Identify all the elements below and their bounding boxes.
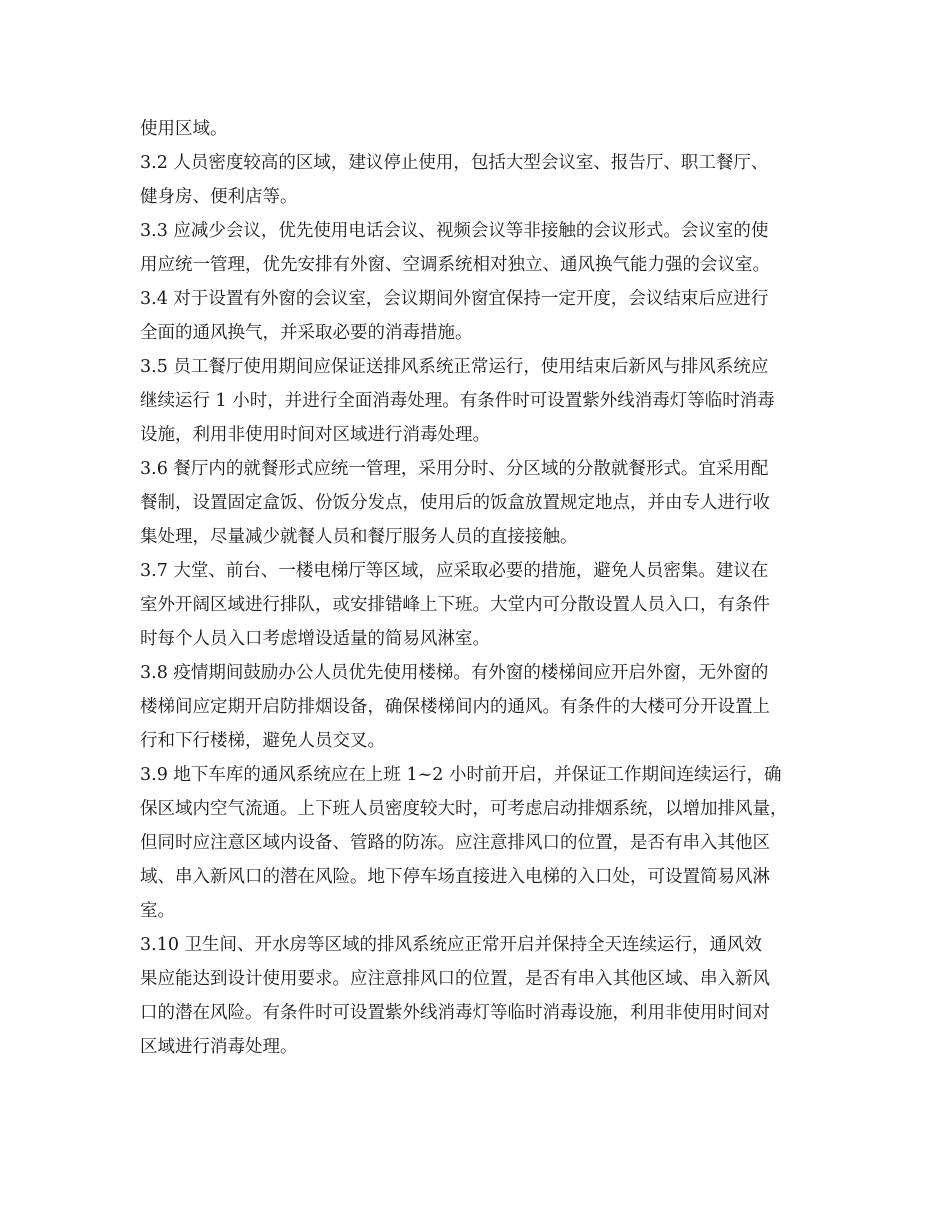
text-line: 行和下行楼梯，避免人员交叉。 (140, 731, 385, 751)
text-line: 餐制，设置固定盒饭、份饭分发点，使用后的饭盒放置规定地点，并由专人进行收 (140, 493, 770, 513)
text-line: 3.4 对于设置有外窗的会议室，会议期间外窗宜保持一定开度，会议结束后应进行 (140, 289, 769, 309)
text-line: 但同时应注意区域内设备、管路的防冻。应注意排风口的位置，是否有串入其他区 (140, 833, 770, 853)
text-line: 3.7 大堂、前台、一楼电梯厅等区域，应采取必要的措施，避免人员密集。建议在 (140, 561, 769, 581)
document-body (140, 112, 830, 1064)
text-line: 健身房、便利店等。 (140, 187, 298, 207)
text-line: 楼梯间应定期开启防排烟设备，确保楼梯间内的通风。有条件的大楼可分开设置上 (140, 697, 770, 717)
text-line: 3.3 应减少会议，优先使用电话会议、视频会议等非接触的会议形式。会议室的使 (140, 221, 769, 241)
text-line: 3.10 卫生间、开水房等区域的排风系统应正常开启并保持全天连续运行，通风效 (140, 935, 763, 955)
text-line: 3.5 员工餐厅使用期间应保证送排风系统正常运行，使用结束后新风与排风系统应 (140, 357, 769, 377)
text-line: 时每个人员入口考虑增设适量的简易风淋室。 (140, 629, 490, 649)
text-line: 3.9 地下车库的通风系统应在上班 1~2 小时前开启，并保证工作期间连续运行，确 (140, 765, 782, 785)
text-line: 域、串入新风口的潜在风险。地下停车场直接进入电梯的入口处，可设置简易风淋 (140, 867, 770, 887)
text-line: 3.2 人员密度较高的区域，建议停止使用，包括大型会议室、报告厅、职工餐厅、 (140, 153, 769, 173)
text-line: 室外开阔区域进行排队，或安排错峰上下班。大堂内可分散设置人员入口，有条件 (140, 595, 770, 615)
text-line: 3.8 疫情期间鼓励办公人员优先使用楼梯。有外窗的楼梯间应开启外窗，无外窗的 (140, 663, 769, 683)
text-line: 集处理，尽量减少就餐人员和餐厅服务人员的直接接触。 (140, 527, 578, 547)
text-line: 使用区域。 (140, 119, 228, 139)
text-line: 用应统一管理，优先安排有外窗、空调系统相对独立、通风换气能力强的会议室。 (140, 255, 770, 275)
text-line: 果应能达到设计使用要求。应注意排风口的位置，是否有串入其他区域、串入新风 (140, 969, 770, 989)
text-line: 全面的通风换气，并采取必要的消毒措施。 (140, 323, 473, 343)
text-line: 保区域内空气流通。上下班人员密度较大时，可考虑启动排烟系统，以增加排风量， (140, 799, 788, 819)
text-line: 继续运行 1 小时，并进行全面消毒处理。有条件时可设置紫外线消毒灯等临时消毒 (140, 391, 775, 411)
text-line: 室。 (140, 901, 175, 921)
text-line: 口的潜在风险。有条件时可设置紫外线消毒灯等临时消毒设施，利用非使用时间对 (140, 1003, 770, 1023)
text-line: 区域进行消毒处理。 (140, 1037, 298, 1057)
text-line: 设施，利用非使用时间对区域进行消毒处理。 (140, 425, 490, 445)
text-line: 3.6 餐厅内的就餐形式应统一管理，采用分时、分区域的分散就餐形式。宜采用配 (140, 459, 769, 479)
